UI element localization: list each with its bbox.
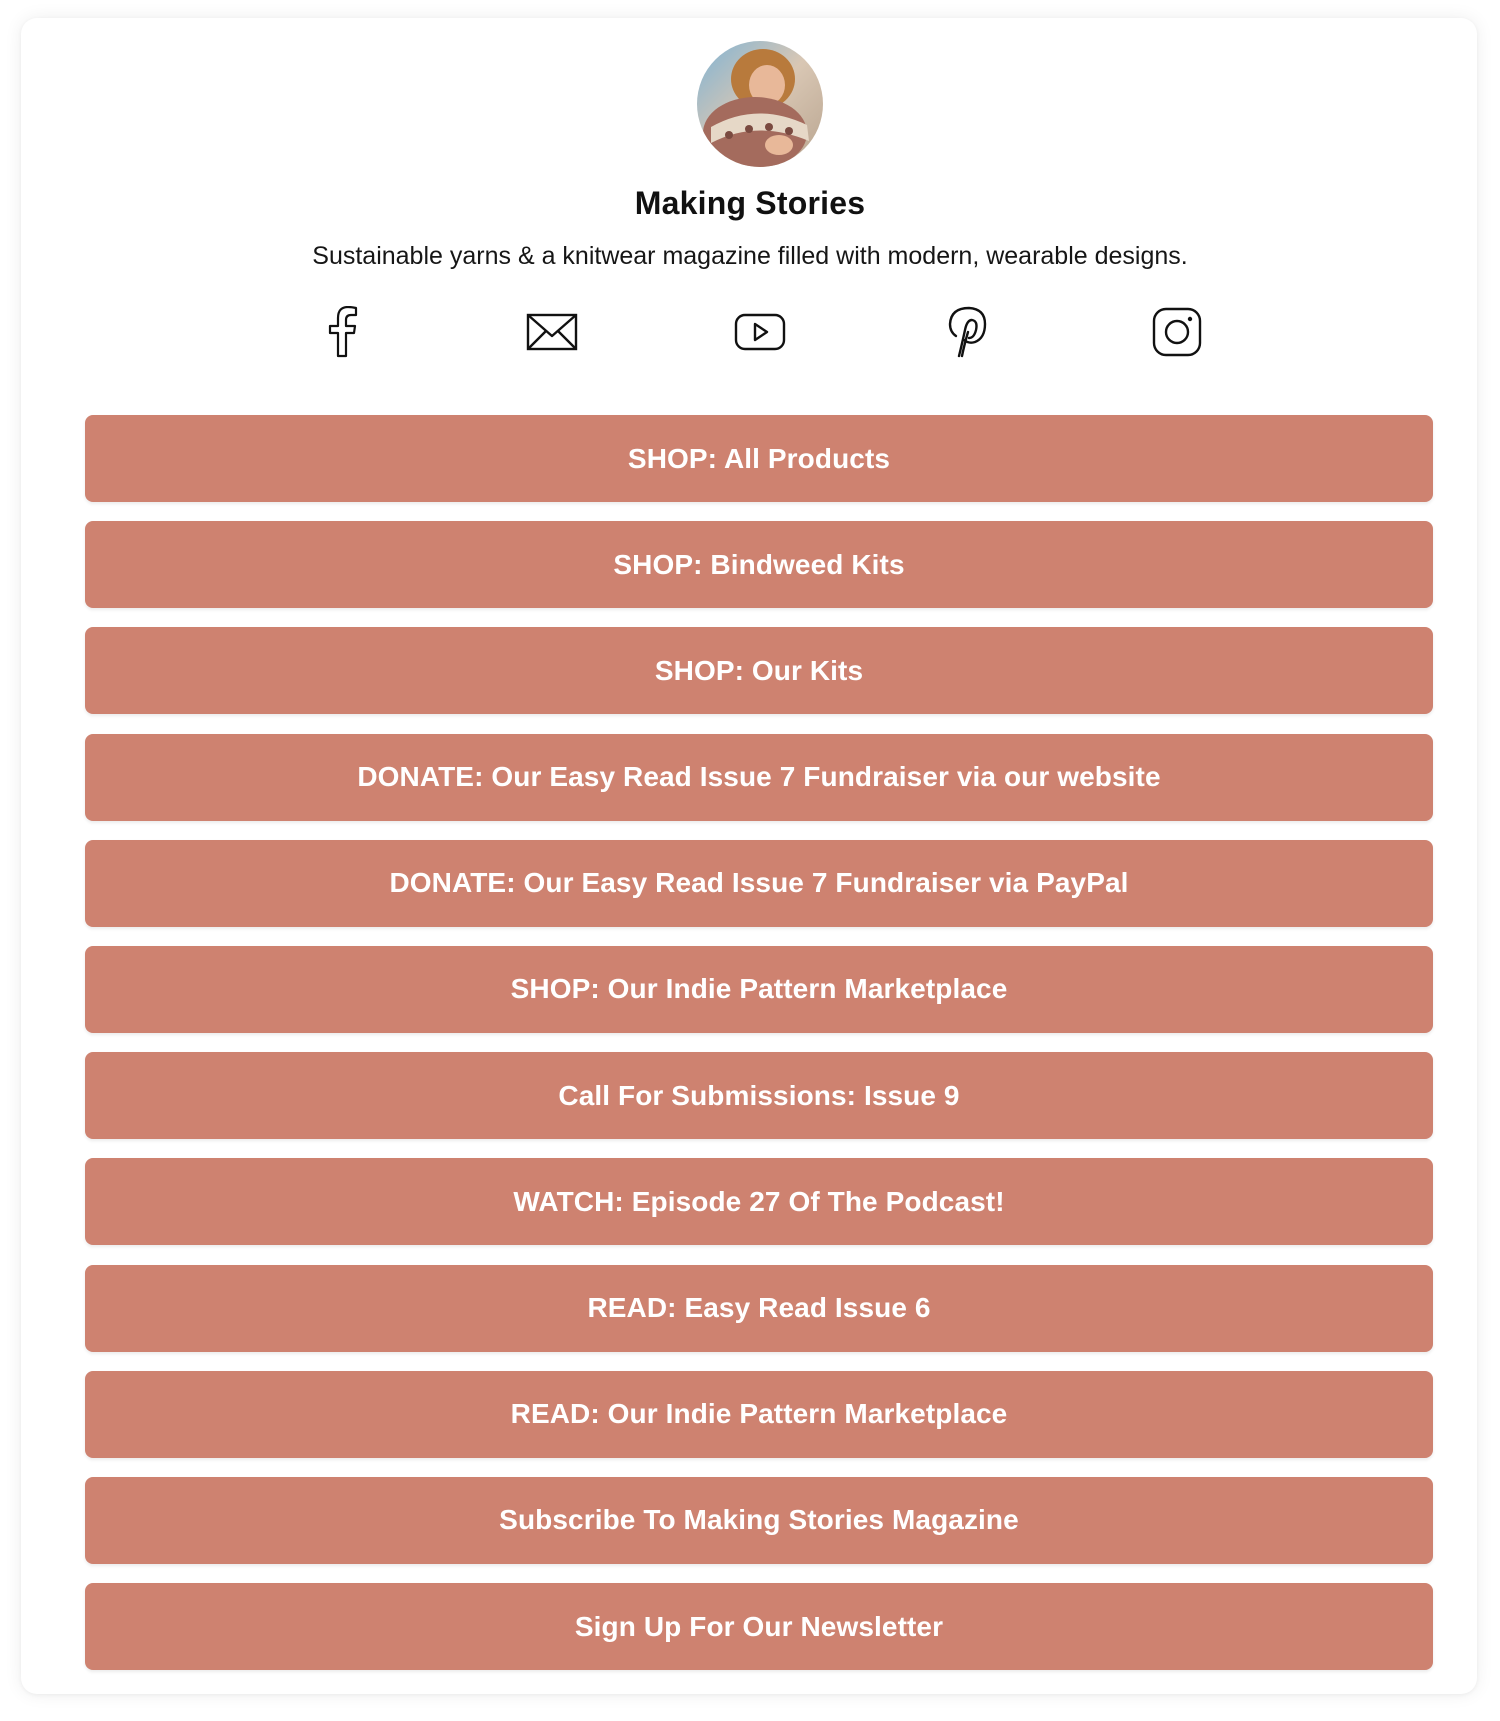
profile-avatar[interactable] xyxy=(697,41,823,167)
link-read-pattern-marketplace[interactable]: READ: Our Indie Pattern Marketplace xyxy=(85,1371,1433,1458)
link-call-for-submissions[interactable]: Call For Submissions: Issue 9 xyxy=(85,1052,1433,1139)
instagram-icon xyxy=(1151,306,1203,358)
link-shop-all-products[interactable]: SHOP: All Products xyxy=(85,415,1433,502)
email-link[interactable] xyxy=(522,302,582,362)
pinterest-icon xyxy=(947,306,989,358)
link-newsletter-signup[interactable]: Sign Up For Our Newsletter xyxy=(85,1583,1433,1670)
link-watch-podcast[interactable]: WATCH: Episode 27 Of The Podcast! xyxy=(85,1158,1433,1245)
link-shop-pattern-marketplace[interactable]: SHOP: Our Indie Pattern Marketplace xyxy=(85,946,1433,1033)
youtube-link[interactable] xyxy=(730,302,790,362)
profile-tagline: Sustainable yarns & a knitwear magazine filled with modern, wearable designs. xyxy=(312,242,1188,270)
link-shop-bindweed-kits[interactable]: SHOP: Bindweed Kits xyxy=(85,521,1433,608)
link-read-easy-read-issue-6[interactable]: READ: Easy Read Issue 6 xyxy=(85,1265,1433,1352)
link-subscribe-magazine[interactable]: Subscribe To Making Stories Magazine xyxy=(85,1477,1433,1564)
facebook-link[interactable] xyxy=(313,302,373,362)
facebook-icon xyxy=(325,306,361,358)
pinterest-link[interactable] xyxy=(938,302,998,362)
youtube-icon xyxy=(734,312,786,352)
profile-name: Making Stories xyxy=(634,185,866,221)
link-shop-our-kits[interactable]: SHOP: Our Kits xyxy=(85,627,1433,714)
link-donate-paypal[interactable]: DONATE: Our Easy Read Issue 7 Fundraiser via PayPal xyxy=(85,840,1433,927)
link-donate-website[interactable]: DONATE: Our Easy Read Issue 7 Fundraiser via our website xyxy=(85,734,1433,821)
instagram-link[interactable] xyxy=(1147,302,1207,362)
mail-icon xyxy=(526,312,578,352)
avatar-image xyxy=(697,41,823,167)
link-list xyxy=(85,415,1433,1689)
